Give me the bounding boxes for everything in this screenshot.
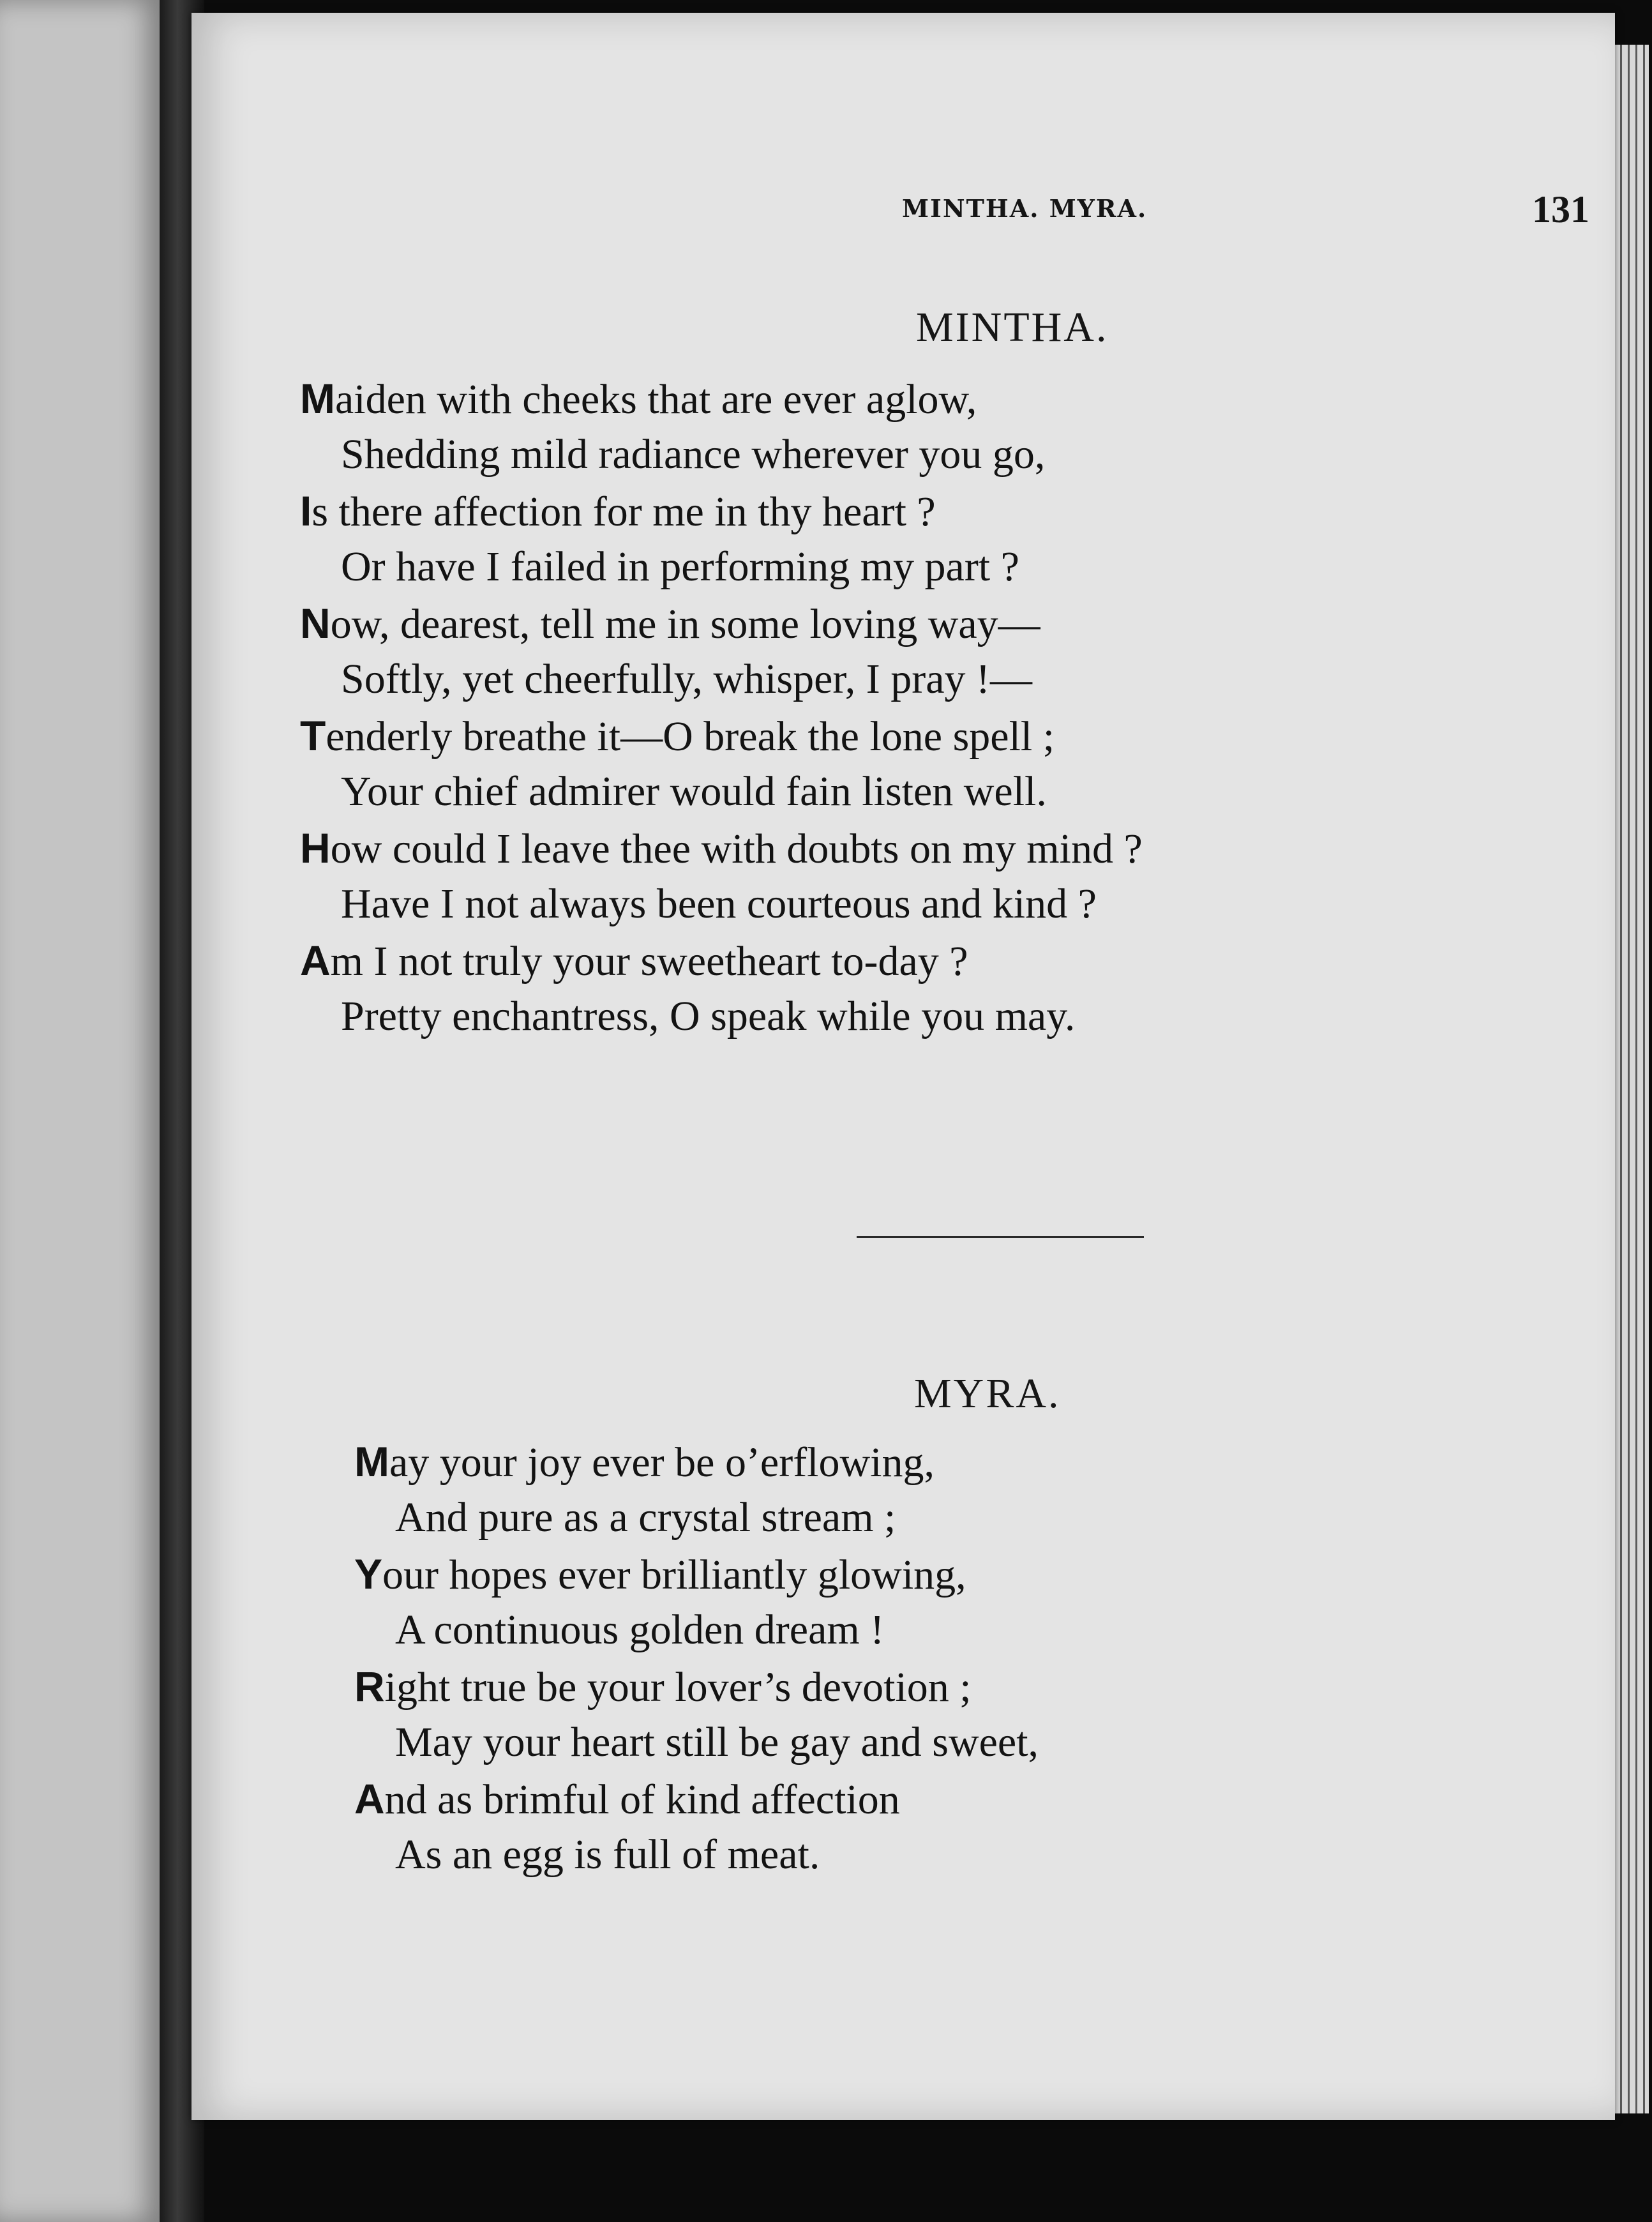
- line-text: ay your joy ever be o’erflowing,: [389, 1439, 935, 1486]
- poem-line: [300, 427, 1143, 483]
- poem-myra: [354, 1433, 1039, 1883]
- running-head: [191, 188, 1615, 239]
- line-text: m I not truly your sweetheart to-day ?: [330, 938, 968, 985]
- acrostic-initial: R: [354, 1663, 385, 1710]
- acrostic-initial: T: [300, 712, 326, 759]
- poem-line: [300, 483, 1143, 539]
- poem-line: [354, 1433, 1039, 1490]
- poem-line: [300, 370, 1143, 427]
- line-text: s there affection for me in thy heart ?: [312, 488, 936, 535]
- poem-line: [354, 1827, 1039, 1883]
- section-divider: [857, 1236, 1144, 1238]
- line-text: Or have I failed in performing my part ?: [341, 543, 1019, 590]
- poem-line: [354, 1546, 1039, 1602]
- acrostic-initial: H: [300, 824, 331, 872]
- poem-line: [354, 1714, 1039, 1771]
- poem-line: [300, 539, 1143, 595]
- line-text: ow, dearest, tell me in some loving way—: [330, 601, 1040, 647]
- line-text: enderly breathe it—O break the lone spell ;: [326, 713, 1055, 760]
- acrostic-initial: A: [300, 937, 331, 984]
- line-text: ight true be your lover’s devotion ;: [384, 1664, 972, 1711]
- line-text: Shedding mild radiance wherever you go,: [341, 431, 1046, 478]
- poem-line: [300, 707, 1143, 764]
- poem-line: [354, 1658, 1039, 1714]
- facing-page: [0, 0, 160, 2222]
- poem-line: [354, 1602, 1039, 1658]
- acrostic-initial: Y: [354, 1550, 383, 1598]
- poem-line: [300, 876, 1143, 932]
- poem-title-mintha: MINTHA.: [916, 304, 1109, 351]
- poem-title-myra: MYRA.: [914, 1370, 1061, 1417]
- poem-line: [300, 764, 1143, 820]
- page-number: 131: [1532, 188, 1589, 231]
- poem-line: [300, 988, 1143, 1045]
- line-text: Softly, yet cheerfully, whisper, I pray !—: [341, 656, 1032, 702]
- line-text: A continuous golden dream !: [395, 1606, 885, 1653]
- acrostic-initial: N: [300, 600, 331, 647]
- line-text: May your heart still be gay and sweet,: [395, 1719, 1039, 1765]
- line-text: ow could I leave thee with doubts on my mind ?: [330, 826, 1143, 872]
- line-text: And pure as a crystal stream ;: [395, 1494, 896, 1541]
- poem-line: [300, 595, 1143, 651]
- line-text: nd as brimful of kind affection: [384, 1776, 900, 1823]
- running-title: MINTHA. MYRA.: [902, 194, 1148, 223]
- acrostic-initial: M: [354, 1438, 389, 1485]
- poem-line: [354, 1490, 1039, 1546]
- line-text: Pretty enchantress, O speak while you may.: [341, 993, 1076, 1039]
- poem-line: [300, 651, 1143, 707]
- line-text: our hopes ever brilliantly glowing,: [382, 1552, 966, 1598]
- line-text: Have I not always been courteous and kind ?: [341, 880, 1097, 927]
- line-text: aiden with cheeks that are ever aglow,: [334, 376, 977, 423]
- poem-line: [354, 1771, 1039, 1827]
- poem-mintha: [300, 370, 1143, 1045]
- poem-line: [300, 820, 1143, 876]
- line-text: Your chief admirer would fain listen well.: [341, 768, 1047, 815]
- book-page: [191, 13, 1615, 2120]
- acrostic-initial: M: [300, 375, 335, 422]
- poem-line: [300, 932, 1143, 988]
- acrostic-initial: A: [354, 1775, 385, 1822]
- acrostic-initial: I: [300, 487, 312, 534]
- line-text: As an egg is full of meat.: [395, 1831, 820, 1878]
